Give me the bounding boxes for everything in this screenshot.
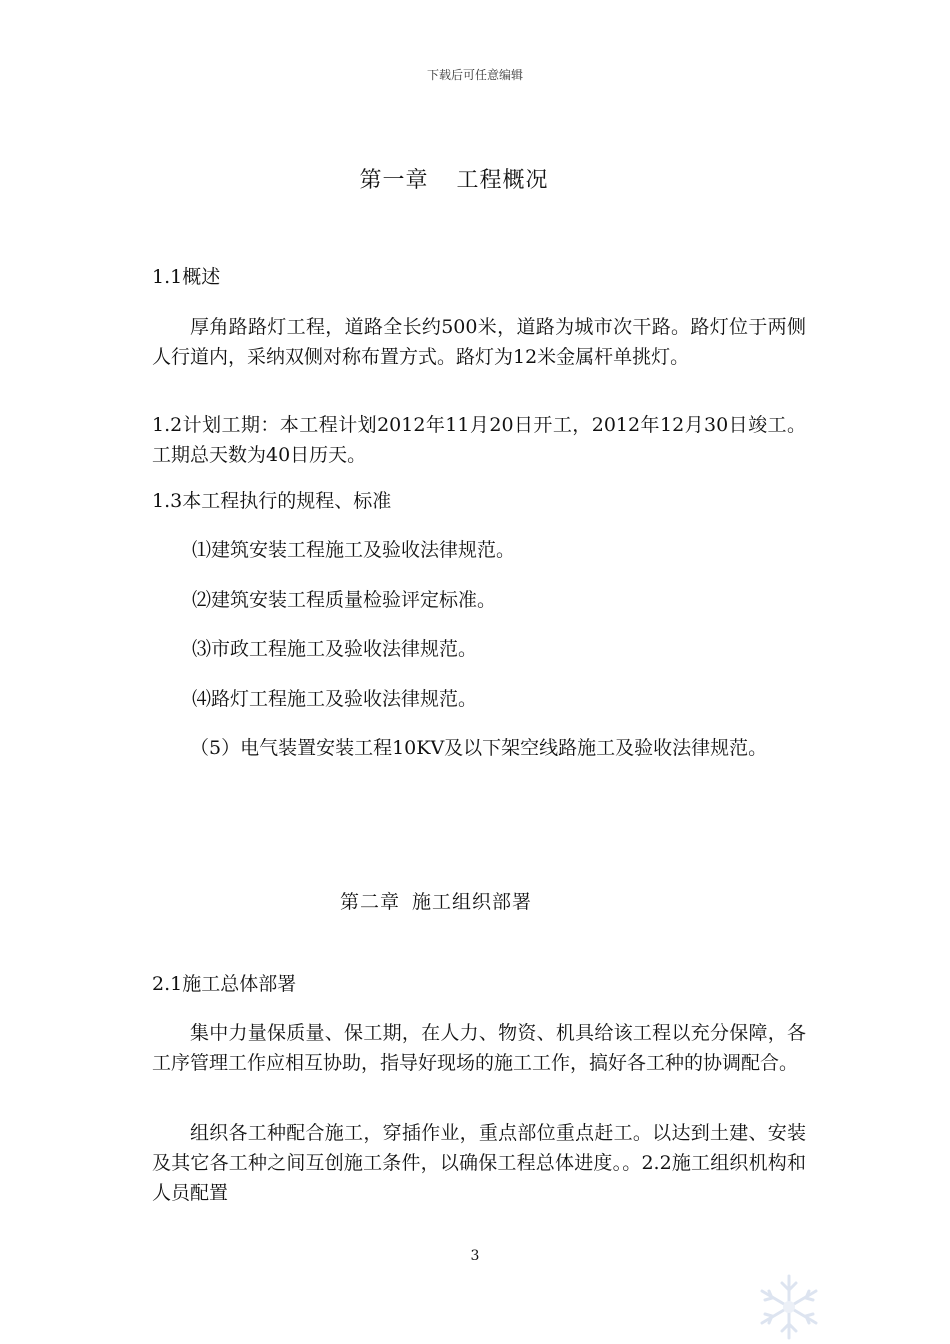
section-1-2-body: 1.2计划工期：本工程计划2012年11月20日开工，2012年12月30日竣工。工期总天数为40日历天。 (152, 414, 806, 466)
standard-item-4: ⑷路灯工程施工及验收法律规范。 (192, 688, 478, 710)
standard-item-3: ⑶市政工程施工及验收法律规范。 (192, 638, 478, 660)
section-1-1-heading: 1.1概述 (152, 266, 221, 288)
section-2-1-para-1: 集中力量保质量、保工期，在人力、物资、机具给该工程以充分保障，各工序管理工作应相互协助，指导好现场的施工工作，搞好各工种的协调配合。 (152, 1022, 806, 1074)
section-1-3-heading: 1.3本工程执行的规程、标准 (152, 490, 392, 512)
chapter-2-number: 第二章 (339, 891, 400, 913)
page-number: 3 (470, 1248, 480, 1264)
chapter-1-title (0, 163, 908, 194)
section-2-1-heading: 2.1施工总体部署 (152, 973, 297, 995)
chapter-1-name: 工程概况 (456, 168, 549, 193)
chapter-2-title (0, 887, 872, 914)
section-1-1-body: 厚角路路灯工程，道路全长约500米，道路为城市次干路。路灯位于两侧人行道内，采纳双侧对称布置方式。路灯为12米金属杆单挑灯。 (152, 316, 806, 368)
chapter-1-number: 第一章 (359, 168, 429, 193)
standard-item-1: ⑴建筑安装工程施工及验收法律规范。 (192, 539, 516, 561)
section-2-1-para-2: 组织各工种配合施工，穿插作业，重点部位重点赶工。以达到土建、安装及其它各工种之间互创施工条件，以确保工程总体进度。。2.2施工组织机构和人员配置 (152, 1122, 806, 1204)
chapter-2-name: 施工组织部署 (412, 891, 533, 913)
snowflake-watermark-icon (752, 1270, 826, 1344)
header-note: 下载后可任意编辑 (426, 68, 523, 82)
standard-item-2: ⑵建筑安装工程质量检验评定标准。 (192, 589, 497, 611)
standard-item-5: （5）电气装置安装工程10KV及以下架空线路施工及验收法律规范。 (190, 737, 768, 759)
